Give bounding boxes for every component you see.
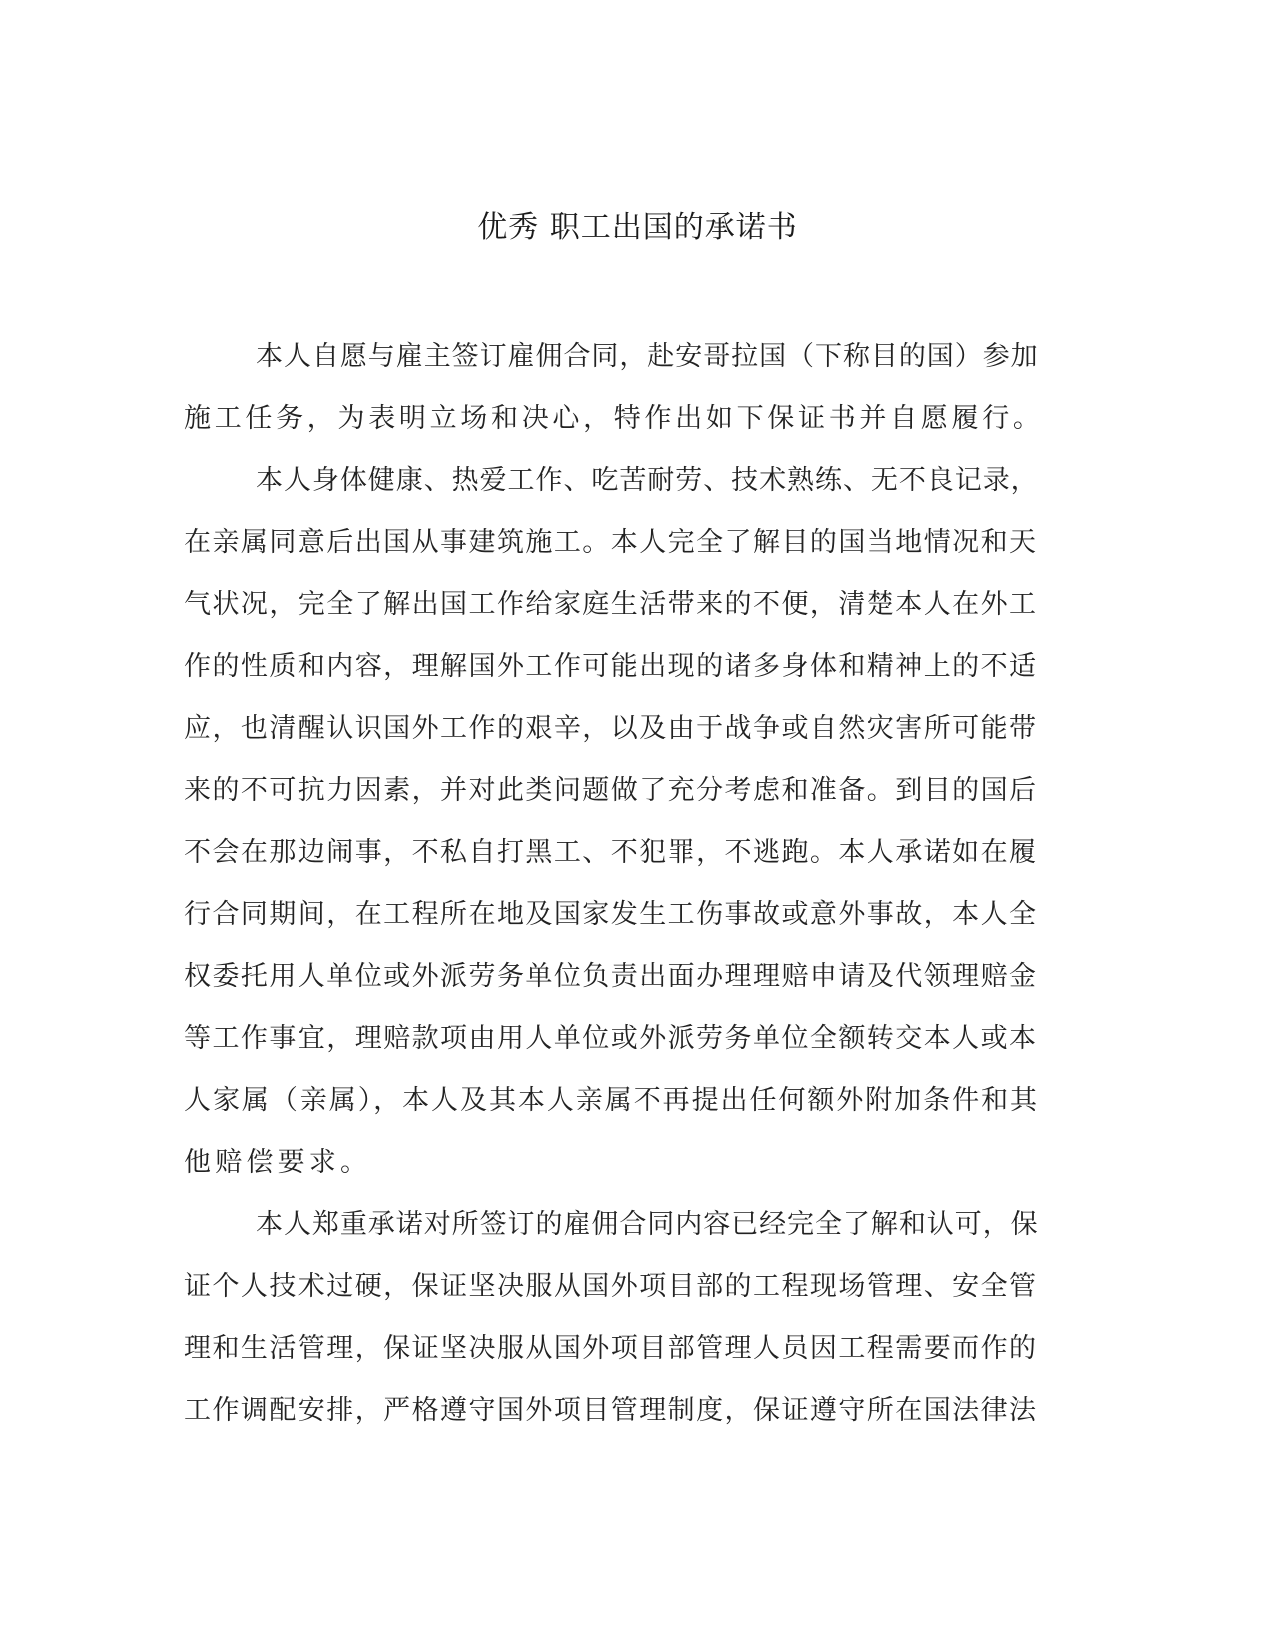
text-line: 在亲属同意后出国从事建筑施工。本人完全了解目的国当地情况和天: [184, 527, 1038, 558]
text-line: 行合同期间，在工程所在地及国家发生工伤事故或意外事故，本人全: [184, 899, 1038, 930]
text-line: 人家属（亲属），本人及其本人亲属不再提出任何额外附加条件和其: [184, 1085, 1039, 1116]
text-line: 气状况，完全了解出国工作给家庭生活带来的不便，清楚本人在外工: [184, 589, 1038, 620]
text-line: 来的不可抗力因素，并对此类问题做了充分考虑和准备。到目的国后: [184, 775, 1038, 806]
text-line: 他赔偿要求。: [184, 1147, 372, 1178]
text-line: 等工作事宜，理赔款项由用人单位或外派劳务单位全额转交本人或本: [184, 1023, 1038, 1054]
text-line: 不会在那边闹事，不私自打黑工、不犯罪，不逃跑。本人承诺如在履: [184, 837, 1038, 868]
text-line: 作的性质和内容，理解国外工作可能出现的诸多身体和精神上的不适: [184, 651, 1038, 682]
document-title: 优秀 职工出国的承诺书: [477, 210, 798, 245]
text-line: 本人郑重承诺对所签订的雇佣合同内容已经完全了解和认可，保: [256, 1209, 1039, 1240]
text-line: 应，也清醒认识国外工作的艰辛，以及由于战争或自然灾害所可能带: [184, 713, 1038, 744]
paragraph-2: [184, 450, 1044, 1194]
document-body: [184, 326, 1044, 1442]
text-line: 权委托用人单位或外派劳务单位负责出面办理理赔申请及代领理赔金: [184, 961, 1038, 992]
text-line: 本人身体健康、热爱工作、吃苦耐劳、技术熟练、无不良记录，: [256, 465, 1039, 496]
text-line: 工作调配安排，严格遵守国外项目管理制度，保证遵守所在国法律法: [184, 1395, 1038, 1426]
text-line: 理和生活管理，保证坚决服从国外项目部管理人员因工程需要而作的: [184, 1333, 1038, 1364]
text-line: 本人自愿与雇主签订雇佣合同，赴安哥拉国（下称目的国）参加: [256, 341, 1039, 372]
paragraph-1: [184, 326, 1044, 450]
text-line: 施工任务，为表明立场和决心，特作出如下保证书并自愿履行。: [184, 403, 1044, 434]
paragraph-3: [184, 1194, 1044, 1442]
text-line: 证个人技术过硬，保证坚决服从国外项目部的工程现场管理、安全管: [184, 1271, 1038, 1302]
